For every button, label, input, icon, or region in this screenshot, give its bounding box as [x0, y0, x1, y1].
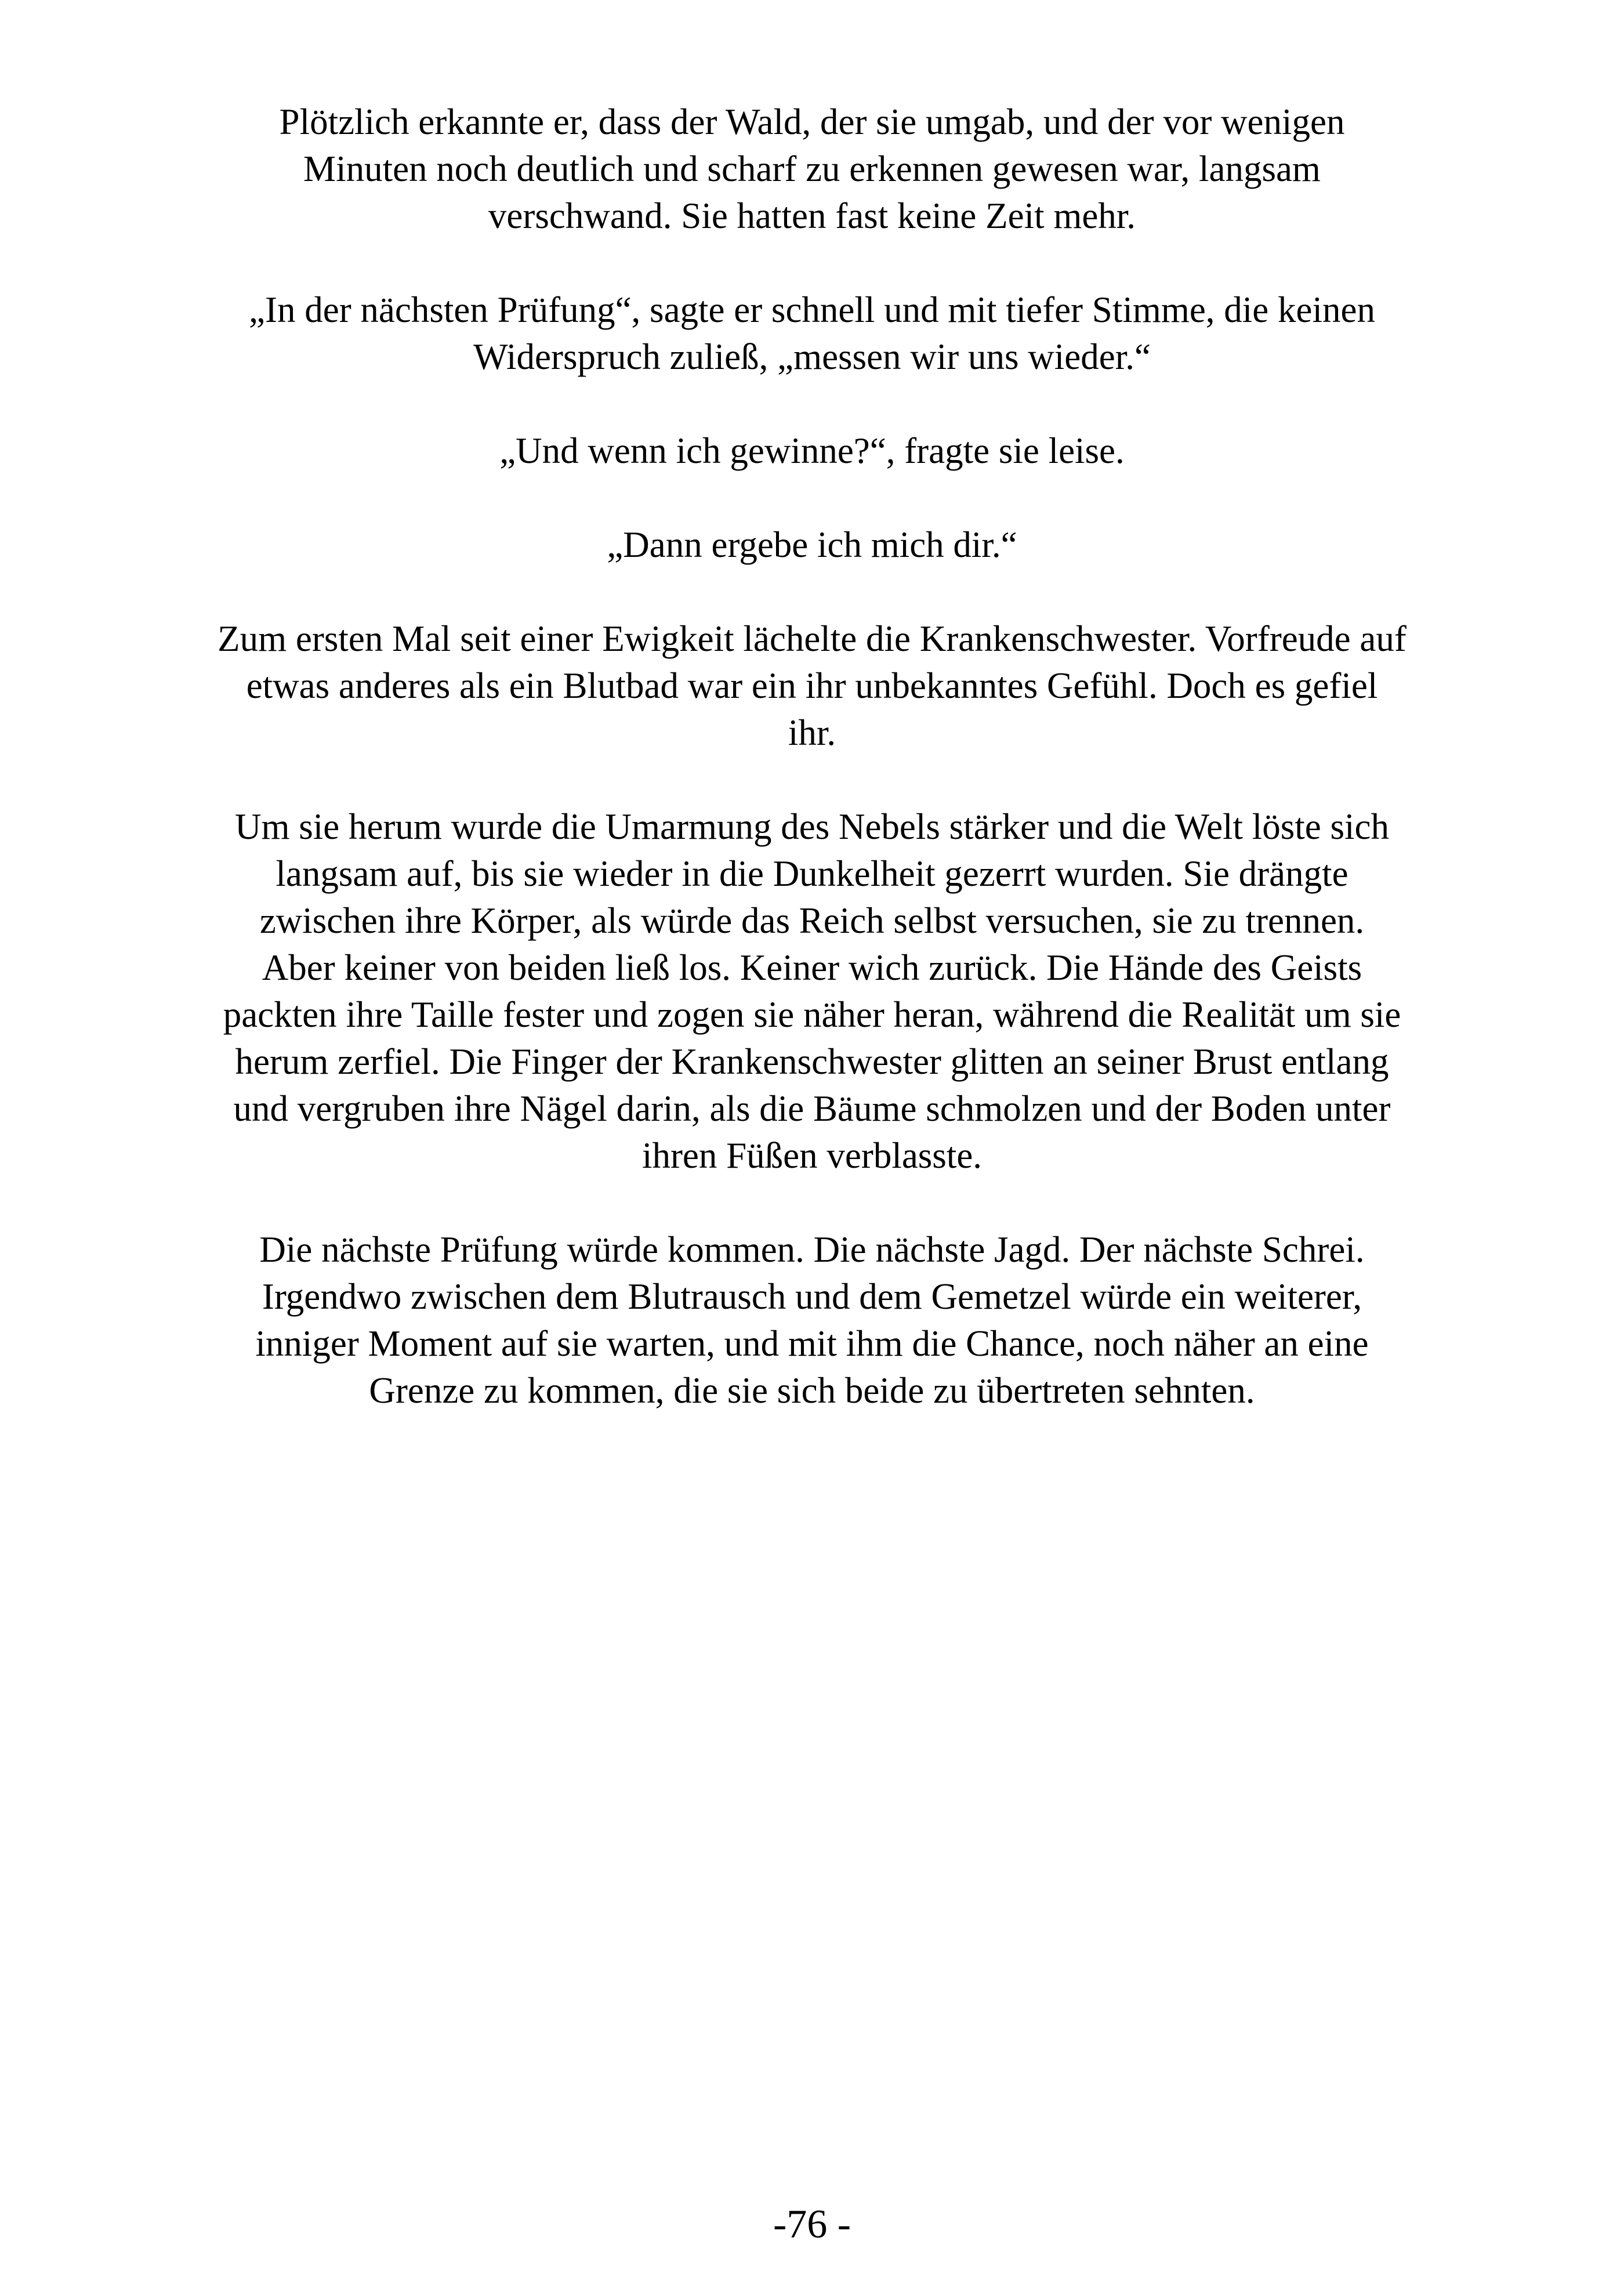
text-line: packten ihre Taille fester und zogen sie näher heran, während die Realität um sie — [223, 994, 1401, 1035]
paragraph — [191, 522, 1433, 568]
paragraph — [191, 287, 1433, 381]
text-line: herum zerfiel. Die Finger der Krankenschwester glitten an seiner Brust entlang — [235, 1041, 1389, 1082]
text-line: ihr. — [788, 712, 836, 753]
body-text — [191, 99, 1433, 1461]
text-line: „In der nächsten Prüfung“, sagte er schnell und mit tiefer Stimme, die keinen — [249, 289, 1375, 330]
paragraph — [191, 1226, 1433, 1414]
page-number: -76 - — [773, 2202, 851, 2247]
text-line: Aber keiner von beiden ließ los. Keiner wich zurück. Die Hände des Geists — [262, 947, 1362, 988]
text-line: Grenze zu kommen, die sie sich beide zu übertreten sehnten. — [369, 1370, 1255, 1411]
text-line: Die nächste Prüfung würde kommen. Die nächste Jagd. Der nächste Schrei. — [259, 1229, 1365, 1270]
paragraph — [191, 615, 1433, 756]
text-line: zwischen ihre Körper, als würde das Reich selbst versuchen, sie zu trennen. — [259, 900, 1365, 941]
text-line: Irgendwo zwischen dem Blutrausch und dem Gemetzel würde ein weiterer, — [262, 1276, 1362, 1317]
text-line: Widerspruch zuließ, „messen wir uns wieder.“ — [473, 336, 1151, 377]
text-line: Minuten noch deutlich und scharf zu erkennen gewesen war, langsam — [303, 149, 1321, 189]
text-line: und vergruben ihre Nägel darin, als die Bäume schmolzen und der Boden unter — [233, 1088, 1391, 1129]
text-line: Plötzlich erkannte er, dass der Wald, der sie umgab, und der vor wenigen — [279, 102, 1345, 142]
text-line: Um sie herum wurde die Umarmung des Nebels stärker und die Welt löste sich — [234, 806, 1390, 847]
text-line: inniger Moment auf sie warten, und mit ihm die Chance, noch näher an eine — [255, 1323, 1369, 1364]
text-line: „Dann ergebe ich mich dir.“ — [607, 524, 1017, 565]
paragraph — [191, 428, 1433, 475]
text-line: ihren Füßen verblasste. — [641, 1135, 983, 1176]
paragraph — [191, 99, 1433, 240]
paragraph — [191, 803, 1433, 1179]
text-line: Zum ersten Mal seit einer Ewigkeit lächelte die Krankenschwester. Vorfreude auf — [217, 618, 1406, 659]
text-line: „Und wenn ich gewinne?“, fragte sie leise. — [499, 430, 1125, 471]
text-line: verschwand. Sie hatten fast keine Zeit mehr. — [488, 195, 1136, 236]
text-line: etwas anderes als ein Blutbad war ein ihr unbekanntes Gefühl. Doch es gefiel — [246, 665, 1378, 706]
text-line: langsam auf, bis sie wieder in die Dunkelheit gezerrt wurden. Sie drängte — [276, 853, 1348, 894]
